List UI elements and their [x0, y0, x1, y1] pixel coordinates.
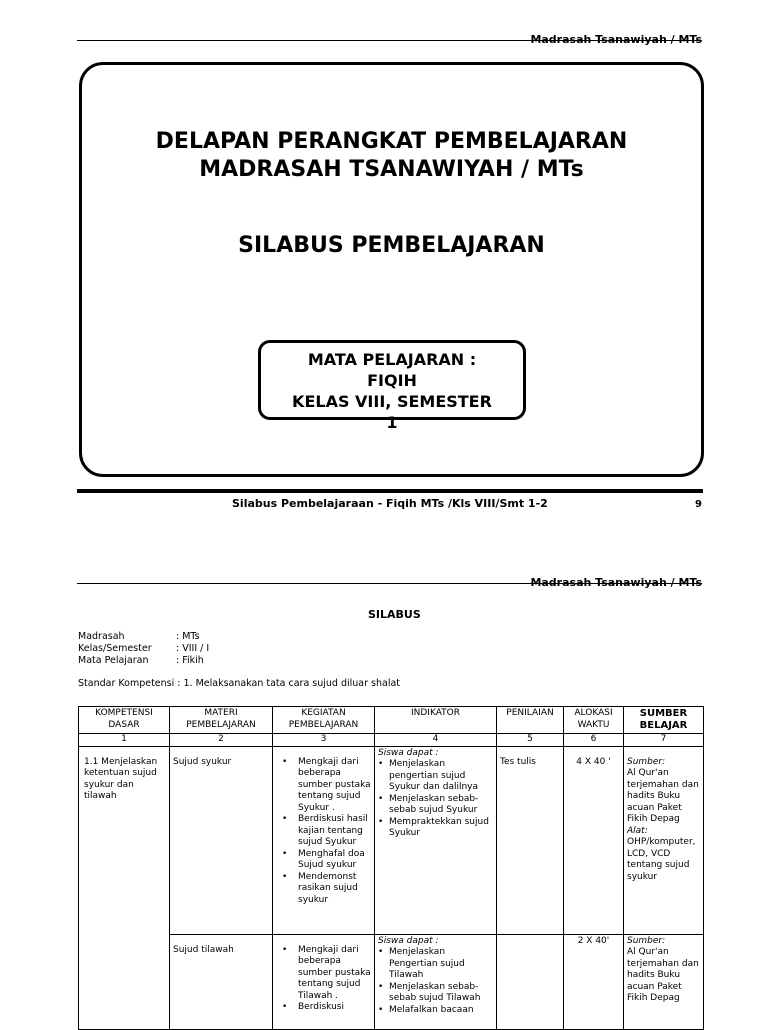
- col-header-penilaian: PENILAIAN: [497, 707, 564, 734]
- indikator-cell: [375, 746, 497, 934]
- list-item: • Mengkaji dari beberapa sumber pustaka tentang sujud Tilawah .: [276, 945, 371, 1003]
- subject-line4: 1: [386, 413, 398, 432]
- penilaian-cell: Tes tulis: [497, 746, 564, 934]
- col-header-indikator: INDIKATOR: [375, 707, 497, 734]
- list-item: • Mempraktekkan sujud Syukur: [378, 817, 493, 840]
- meta-label-madrasah: Madrasah: [78, 631, 125, 642]
- col-header-kd: KOMPETENSI DASAR: [79, 707, 170, 734]
- list-item: • Menjelaskan sebab-sebab sujud Syukur: [378, 794, 493, 817]
- subject-line3: KELAS VIII, SEMESTER: [292, 392, 492, 411]
- list-item: • Menjelaskan sebab-sebab sujud Tilawah: [378, 982, 493, 1005]
- table-row: [79, 746, 704, 934]
- col-header-kegiatan: KEGIATAN PEMBELAJARAN: [273, 707, 375, 734]
- col-header-sumber: SUMBER BELAJAR: [624, 707, 704, 734]
- subject-line2: FIQIH: [367, 371, 417, 390]
- meta-value-kelas: : VIII / I: [176, 643, 210, 654]
- footer-rule: [77, 489, 703, 493]
- meta-value-mapel: : Fikih: [176, 655, 204, 666]
- table-row: [79, 934, 704, 1029]
- table-header-row: [79, 707, 704, 734]
- silabus-table: [78, 706, 704, 1030]
- meta-label-mapel: Mata Pelajaran: [78, 655, 149, 666]
- indikator-intro: Siswa dapat :: [378, 935, 439, 946]
- col-header-alokasi: ALOKASI WAKTU: [564, 707, 624, 734]
- silabus-title: SILABUS: [368, 608, 421, 621]
- cover-subtitle: SILABUS PEMBELAJARAN: [238, 233, 545, 258]
- list-item: • Menjelaskan pengertian sujud Syukur dan dalilnya: [378, 759, 493, 794]
- materi-cell: Sujud syukur: [170, 746, 273, 934]
- alat-label: Alat:: [627, 825, 648, 836]
- standar-kompetensi: Standar Kompetensi : 1. Melaksanakan tata cara sujud diluar shalat: [78, 678, 401, 689]
- col-header-materi: MATERI PEMBELAJARAN: [170, 707, 273, 734]
- list-item: • Menghafal doa Sujud syukur: [276, 849, 371, 872]
- kd-cell: 1.1 Menjelaskan ketentuan sujud syukur dan tilawah: [79, 746, 170, 1029]
- list-item: • Melafalkan bacaan: [378, 1005, 493, 1017]
- col-number: 6: [564, 734, 624, 747]
- col-number: 2: [170, 734, 273, 747]
- indikator-cell: [375, 934, 497, 1029]
- col-number: 5: [497, 734, 564, 747]
- list-item: • Mengkaji dari beberapa sumber pustaka tentang sujud Syukur .: [276, 757, 371, 815]
- col-number: 3: [273, 734, 375, 747]
- cover-title-line1: DELAPAN PERANGKAT PEMBELAJARAN: [155, 129, 628, 154]
- sumber-cell: [624, 934, 704, 1029]
- kegiatan-cell: [273, 934, 375, 1029]
- kegiatan-cell: [273, 746, 375, 934]
- col-number: 4: [375, 734, 497, 747]
- materi-cell: Sujud tilawah: [170, 934, 273, 1029]
- subject-line1: MATA PELAJARAN :: [307, 350, 477, 369]
- list-item: • Mendemonst rasikan sujud syukur: [276, 872, 371, 907]
- cover-title-line2: MADRASAH TSANAWIYAH / MTs: [199, 157, 584, 182]
- alokasi-cell: 4 X 40 ': [564, 746, 624, 934]
- sumber-label: Sumber:: [627, 935, 666, 946]
- page-header: Madrasah Tsanawiyah / MTs: [530, 576, 702, 589]
- list-item: • Menjelaskan Pengertian sujud Tilawah: [378, 947, 493, 982]
- sumber-text: Al Qur'an terjemahan dan hadits Buku acuan Paket Fikih Depag: [627, 947, 699, 1003]
- list-item: • Berdiskusi: [276, 1002, 371, 1014]
- meta-label-kelas: Kelas/Semester: [78, 643, 152, 654]
- sumber-cell: [624, 746, 704, 934]
- sumber-text: Al Qur'an terjemahan dan hadits Buku acuan Paket Fikih Depag: [627, 768, 699, 824]
- page-footer: Silabus Pembelajaraan - Fiqih MTs /Kls VIII/Smt 1-2: [232, 497, 548, 510]
- alokasi-cell: 2 X 40': [564, 934, 624, 1029]
- col-number: 7: [624, 734, 704, 747]
- page-number: 9: [695, 499, 702, 510]
- col-number: 1: [79, 734, 170, 747]
- indikator-intro: Siswa dapat :: [378, 747, 439, 758]
- alat-text: OHP/komputer, LCD, VCD tentang sujud syukur: [627, 837, 696, 882]
- sumber-label: Sumber:: [627, 756, 666, 767]
- page-header: Madrasah Tsanawiyah / MTs: [530, 33, 702, 46]
- table-number-row: [79, 734, 704, 747]
- list-item: • Berdiskusi hasil kajian tentang sujud Syukur: [276, 814, 371, 849]
- meta-value-madrasah: : MTs: [176, 631, 200, 642]
- penilaian-cell: [497, 934, 564, 1029]
